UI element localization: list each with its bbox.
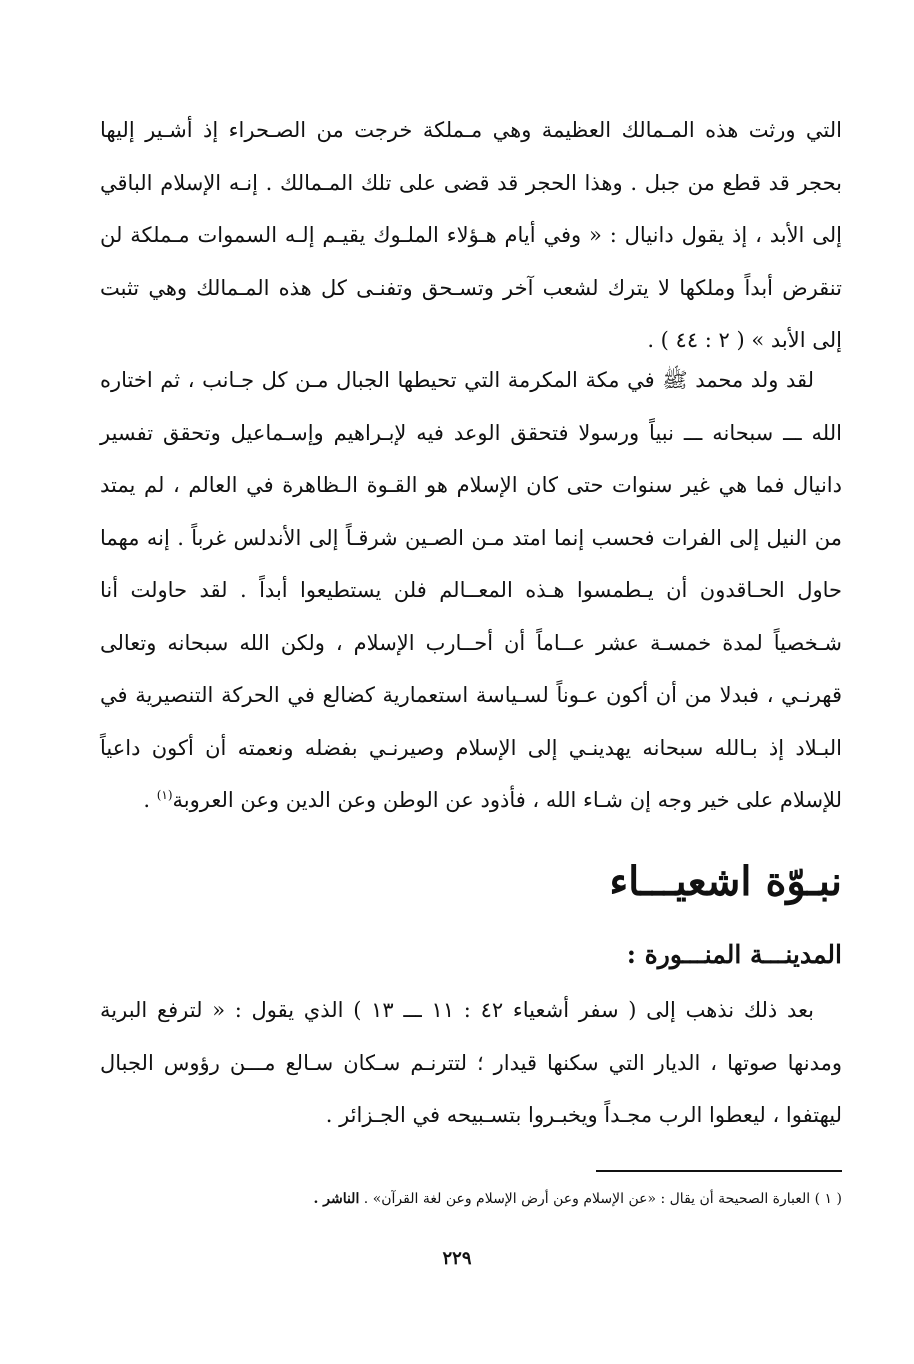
body-paragraph-2-end: . (143, 788, 157, 812)
body-paragraph-3: بعد ذلك نذهب إلى ( سفر أشعياء ٤٢ : ١١ ـــ ١٣ ) الذي يقول : « لترفع البرية ومدنها صوتها ، الديار التي سكنها قيدار ؛ لتترنـم سـكان سـالع مـــن رؤوس الجبال ليهتفوا ، ليعطوا الرب مجـداً ويخبـروا بتسـبيحه في الجـزائر . (100, 998, 842, 1127)
footnote-publisher: الناشر . (313, 1191, 360, 1207)
footnote (100, 1186, 842, 1212)
body-paragraph-2-text: لقد ولد محمد ﷺ في مكة المكرمة التي تحيطها الجبال مـن كل جـانب ، ثم اختاره الله ـــ سبحانه ـــ نبياً ورسولا فتحقق الوعد فيه لإبـراهيم وإسـماعيل وتحقق تفسير دانيال فما هي غير سنوات حتى كان الإسلام هو القـوة الـظاهرة في العالم ، لم يمتد من النيل إلى الفرات فحسب إنما امتد مـن الصـين شرقـاً إلى الأندلس غرباً . إنه مهما حاول الحـاقدون أن يـطمسوا هـذه المعــالم فلن يستطيعوا أبداً . لقد حاولت أنا شـخصياً لمدة خمسـة عشر عــاماً أن أحــارب الإسلام ، ولكن الله سبحانه وتعالى قهرنـي ، فبدلا من أن أكون عـوناً لسـياسة استعمارية كضالع في الحركة التنصيرية في البـلاد إذ بـالله سبحانه يهدينـي إلى الإسلام وصيرنـي بفضله ونعمته أن أكون داعياً للإسلام على خير وجه إن شـاء الله ، فأذود عن الوطن وعن الدين وعن العروبة (100, 368, 842, 812)
section-heading: نبـوّة اشعيـــاء (609, 858, 842, 905)
footnote-divider (596, 1170, 842, 1172)
footnote-marker: (١) (156, 788, 173, 802)
footnote-text: ( ١ ) العبارة الصحيحة أن يقال : «عن الإسلام وعن أرض الإسلام وعن لغة القرآن» . (363, 1191, 842, 1207)
page-number: ٢٢٩ (442, 1248, 472, 1269)
section-subheading: المدينـــة المنـــورة : (626, 940, 842, 969)
body-paragraph-2 (100, 354, 842, 827)
body-paragraph-1: التي ورثت هذه المـمالك العظيمة وهي مـملكة خرجت من الصـحراء إذ أشـير إليها بحجر قد قطع من جبل . وهذا الحجر قد قضى على تلك المـمالك . إنـه الإسلام الباقي إلى الأبد ، إذ يقول دانيال : « وفي أيام هـؤلاء الملـوك يقيـم إلـه السموات مـملكة لن تنقرض أبداً وملكها لا يترك لشعب آخر وتسـحق وتفنـى كل هذه المـمالك وهي تثبت إلى الأبد » ( ٢ : ٤٤ ) . (100, 118, 842, 352)
